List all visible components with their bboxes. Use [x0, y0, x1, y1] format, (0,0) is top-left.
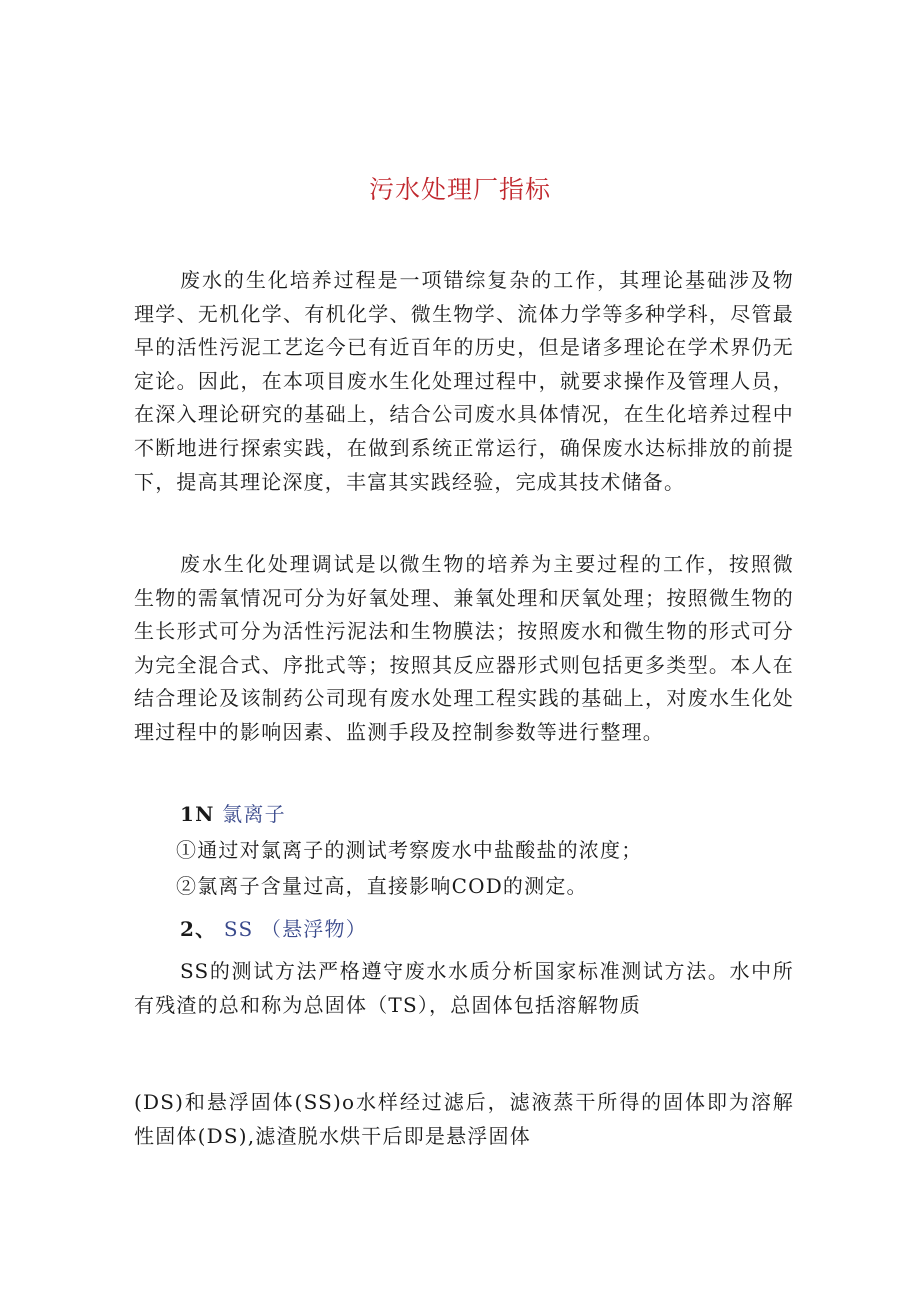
- section-title: 氯离子: [222, 802, 286, 826]
- paragraph-intro: 废水的生化培养过程是一项错综复杂的工作，其理论基础涉及物理学、无机化学、有机化学、微生物学、流体力学等多种学科，尽管最早的活性污泥工艺迄今已有近百年的历史，但是诸多理论在学术界仍无定论。因此，在本项目废水生化处理过程中，就要求操作及管理人员，在深入理论研究的基础上，结合公司废水具体情况，在生化培养过程中不断地进行探索实践，在做到系统正常运行，确保废水达标排放的前提下，提高其理论深度，丰富其实践经验，完成其技术储备。: [134, 268, 794, 494]
- section-number: 2、: [180, 917, 217, 941]
- section-number: 1N: [180, 802, 215, 826]
- paragraph-ss-method: SS的测试方法严格遵守废水水质分析国家标准测试方法。水中所有残渣的总和称为总固体（TS），总固体包括溶解物质: [134, 959, 794, 1017]
- document-title: 污水处理厂指标: [368, 175, 551, 204]
- list-item: ②氯离子含量过高，直接影响COD的测定。: [176, 874, 588, 898]
- section-title-abbr: SS: [223, 917, 254, 941]
- section-heading-suspended-solids: [180, 913, 780, 947]
- section-title-full: （悬浮物）: [260, 917, 367, 941]
- paragraph-ss-definition: (DS)和悬浮固体(SS)o水样经过滤后，滤液蒸干所得的固体即为溶解性固体(DS),滤渣脱水烘干后即是悬浮固体: [134, 1090, 794, 1148]
- list-item: ①通过对氯离子的测试考察废水中盐酸盐的浓度；: [176, 838, 643, 862]
- section-heading-chloride: [180, 798, 780, 832]
- paragraph-classification: 废水生化处理调试是以微生物的培养为主要过程的工作，按照微生物的需氧情况可分为好氧处理、兼氧处理和厌氧处理；按照微生物的生长形式可分为活性污泥法和生物膜法；按照废水和微生物的形式可分为完全混合式、序批式等；按照其反应器形式则包括更多类型。本人在结合理论及该制药公司现有废水处理工程实践的基础上，对废水生化处理过程中的影响因素、监测手段及控制参数等进行整理。: [134, 552, 794, 744]
